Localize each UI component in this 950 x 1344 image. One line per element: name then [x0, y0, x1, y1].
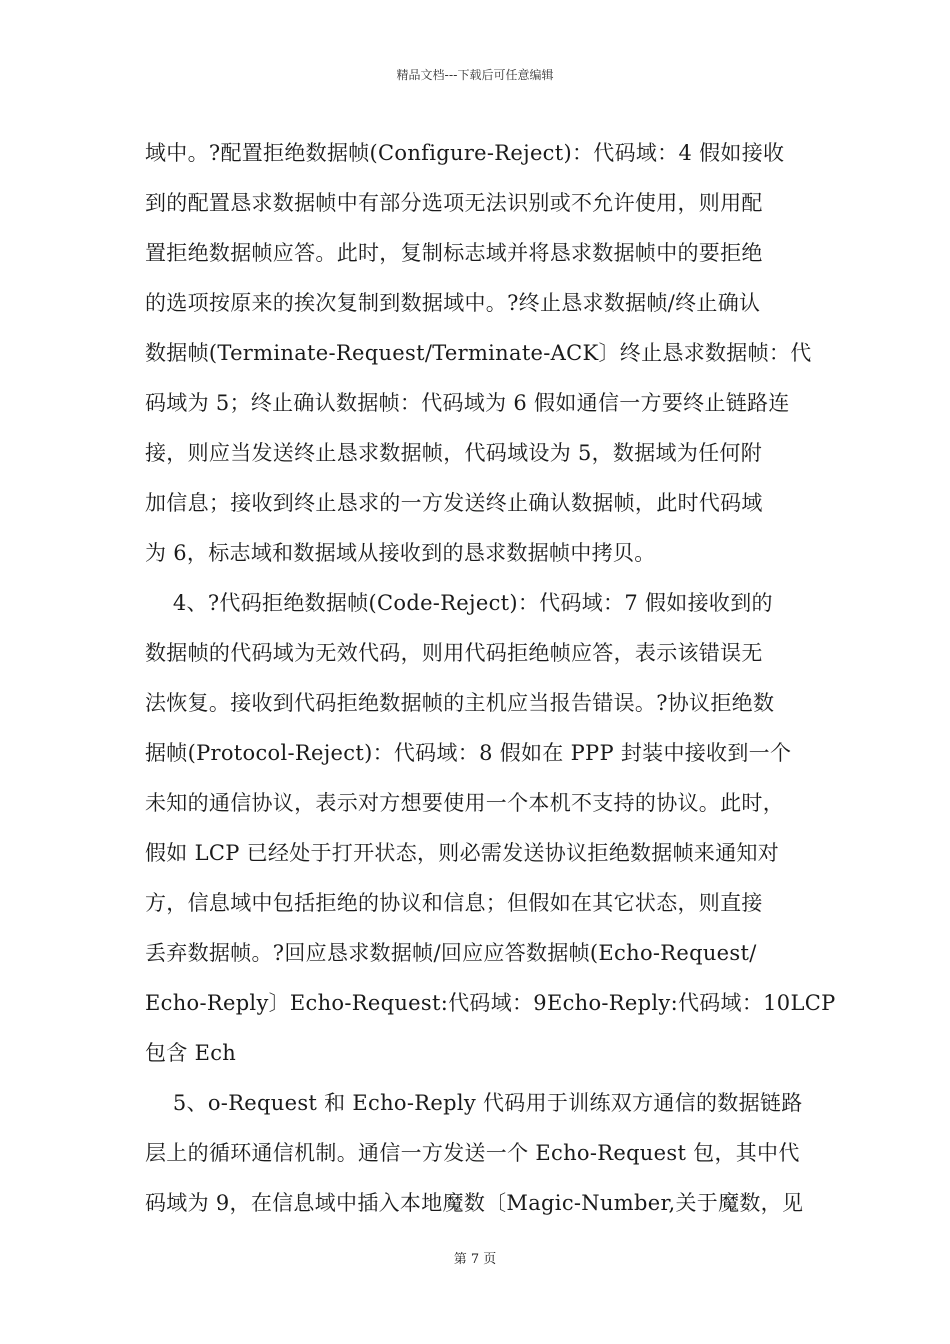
- text-line: 接，则应当发送终止恳求数据帧，代码域设为 5，数据域为任何附: [145, 441, 763, 465]
- text-line: 5、o-Request 和 Echo-Reply 代码用于训练双方通信的数据链路: [145, 1091, 803, 1115]
- document-body: [145, 128, 836, 1228]
- text-line: 丢弃数据帧。?回应恳求数据帧/回应应答数据帧(Echo-Request/: [145, 941, 757, 965]
- page-label-suffix: 页: [483, 1252, 497, 1267]
- text-line: 包含 Ech: [145, 1041, 237, 1065]
- text-line: 码域为 9，在信息域中插入本地魔数〔Magic-Number,关于魔数，见: [145, 1191, 804, 1215]
- page-footer: [0, 1248, 950, 1267]
- text-line: 置拒绝数据帧应答。此时，复制标志域并将恳求数据帧中的要拒绝: [145, 241, 763, 265]
- text-line: 到的配置恳求数据帧中有部分选项无法识别或不允许使用，则用配: [145, 191, 763, 215]
- text-line: 数据帧的代码域为无效代码，则用代码拒绝帧应答，表示该错误无: [145, 641, 763, 665]
- text-line: 未知的通信协议，表示对方想要使用一个本机不支持的协议。此时，: [145, 791, 784, 815]
- text-line: 法恢复。接收到代码拒绝数据帧的主机应当报告错误。?协议拒绝数: [145, 691, 775, 715]
- text-line: 4、?代码拒绝数据帧(Code-Reject)：代码域：7 假如接收到的: [145, 591, 773, 615]
- text-line: 据帧(Protocol-Reject)：代码域：8 假如在 PPP 封装中接收到一个: [145, 741, 792, 765]
- text-line: Echo-Reply〕Echo-Request:代码域：9Echo-Reply:代码域：10LCP: [145, 991, 836, 1015]
- text-line: 为 6，标志域和数据域从接收到的恳求数据帧中拷贝。: [145, 541, 656, 565]
- text-line: 加信息；接收到终止恳求的一方发送终止确认数据帧，此时代码域: [145, 491, 763, 515]
- text-line: 假如 LCP 已经处于打开状态，则必需发送协议拒绝数据帧来通知对: [145, 841, 780, 865]
- page-header: 精品文档---下载后可任意编辑: [396, 68, 554, 82]
- page-label-prefix: 第: [453, 1252, 467, 1267]
- page-number: 7: [470, 1252, 480, 1267]
- text-line: 域中。?配置拒绝数据帧(Configure-Reject)：代码域：4 假如接收: [145, 141, 785, 165]
- text-line: 码域为 5；终止确认数据帧：代码域为 6 假如通信一方要终止链路连: [145, 391, 790, 415]
- text-line: 方，信息域中包括拒绝的协议和信息；但假如在其它状态，则直接: [145, 891, 763, 915]
- text-line: 数据帧(Terminate-Request/Terminate-ACK〕终止恳求数据帧：代: [145, 341, 812, 365]
- text-line: 层上的循环通信机制。通信一方发送一个 Echo-Request 包，其中代: [145, 1141, 800, 1165]
- text-line: 的选项按原来的挨次复制到数据域中。?终止恳求数据帧/终止确认: [145, 291, 761, 315]
